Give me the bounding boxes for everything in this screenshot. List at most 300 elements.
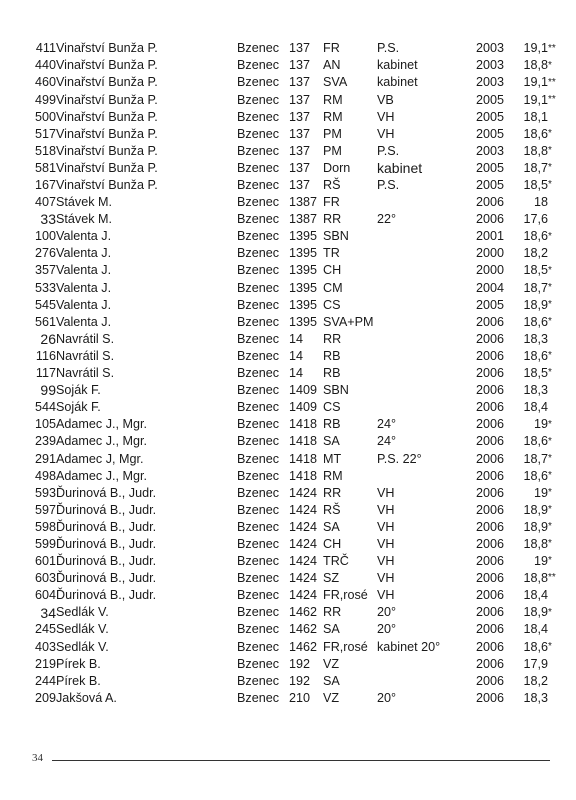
town: Bzenec — [237, 246, 280, 261]
variety-code: SBN — [323, 383, 349, 398]
sample-number: 403 — [34, 639, 56, 654]
town: Bzenec — [237, 622, 280, 637]
vintage-year: 2006 — [475, 212, 504, 227]
town: Bzenec — [237, 58, 280, 73]
score: 18,6 — [523, 348, 548, 363]
sample-number: 407 — [34, 195, 56, 210]
sample-number: 116 — [35, 348, 56, 363]
variety-code: SBN — [323, 229, 349, 244]
note — [377, 655, 451, 672]
sample-number: 34 — [40, 604, 56, 621]
note — [377, 262, 451, 279]
town: Bzenec — [237, 690, 280, 705]
vintage-year: 2006 — [475, 195, 504, 210]
table-row — [24, 655, 564, 672]
vineyard-code: 1462 — [289, 605, 318, 620]
table-row — [24, 536, 564, 553]
variety-code: SA — [323, 622, 340, 637]
vintage-year: 2006 — [475, 314, 504, 329]
sample-number: 167 — [34, 178, 56, 192]
table-row — [24, 245, 564, 262]
variety-code: RB — [323, 417, 341, 432]
table-row — [24, 690, 564, 707]
sample-number: 219 — [34, 656, 56, 671]
score: 18,2 — [523, 673, 548, 688]
score: 18,7 — [523, 280, 548, 295]
vineyard-code: 14 — [289, 348, 304, 363]
sample-number: 518 — [34, 143, 56, 158]
note — [377, 382, 451, 399]
vintage-year: 2005 — [475, 92, 504, 107]
producer-name: Sedlák V. — [56, 622, 109, 637]
rating-stars — [548, 655, 564, 672]
vintage-year: 2006 — [475, 519, 504, 534]
score: 18,4 — [523, 588, 548, 603]
vineyard-code: 1395 — [289, 229, 318, 244]
sample-number: 545 — [34, 297, 56, 312]
sample-number: 26 — [40, 331, 56, 348]
vineyard-code: 1395 — [289, 263, 318, 278]
score: 18,3 — [523, 383, 548, 398]
variety-code: MT — [323, 451, 342, 466]
vineyard-code: 137 — [289, 75, 311, 90]
table-row — [24, 484, 564, 501]
producer-name: Vinařství Bunža P. — [56, 58, 158, 73]
vintage-year: 2005 — [475, 109, 504, 124]
note: VH — [377, 519, 395, 534]
producer-name: Adamec J., Mgr. — [56, 468, 147, 483]
note — [377, 245, 451, 262]
vineyard-code: 192 — [289, 673, 311, 688]
table-row — [24, 177, 564, 194]
score: 17,6 — [523, 212, 548, 227]
rating-stars: * — [548, 316, 552, 328]
producer-name: Ďurinová B., Judr. — [56, 502, 157, 517]
table-row — [24, 331, 564, 348]
vineyard-code: 1387 — [289, 195, 318, 210]
sample-number: 357 — [34, 263, 56, 278]
table-row — [24, 125, 564, 142]
note: VH — [377, 502, 395, 517]
rating-stars: * — [548, 298, 552, 310]
rating-stars — [548, 587, 564, 604]
note: kabinet — [377, 75, 418, 90]
town: Bzenec — [237, 485, 280, 500]
table-row — [24, 519, 564, 536]
producer-name: Vinařství Bunža P. — [56, 126, 158, 141]
sample-number: 117 — [35, 366, 56, 381]
variety-code: Dorn — [323, 160, 351, 175]
sample-number: 500 — [34, 109, 56, 124]
vineyard-code: 1424 — [289, 588, 318, 603]
town: Bzenec — [237, 673, 280, 688]
note: kabinet — [377, 58, 418, 73]
town: Bzenec — [237, 536, 280, 551]
variety-code: RŠ — [323, 502, 341, 517]
variety-code: PM — [323, 143, 342, 158]
rating-stars: * — [548, 435, 552, 447]
note: VB — [377, 92, 394, 107]
note — [377, 399, 451, 416]
note: VH — [377, 109, 395, 124]
table-row — [24, 296, 564, 313]
producer-name: Jakšová A. — [56, 690, 117, 705]
rating-stars: * — [548, 128, 552, 140]
producer-name: Valenta J. — [56, 229, 112, 244]
table-row — [24, 348, 564, 365]
variety-code: AN — [323, 58, 341, 73]
town: Bzenec — [237, 434, 280, 449]
variety-code: VZ — [323, 656, 340, 671]
variety-code: RB — [323, 366, 341, 381]
vineyard-code: 210 — [289, 690, 311, 705]
producer-name: Vinařství Bunža P. — [56, 143, 158, 158]
table-row — [24, 228, 564, 245]
sample-number: 209 — [34, 690, 56, 705]
note — [377, 314, 451, 331]
producer-name: Ďurinová B., Judr. — [56, 588, 157, 603]
variety-code: SA — [323, 519, 340, 534]
wine-results-table — [24, 40, 564, 707]
sample-number: 498 — [34, 468, 56, 483]
vineyard-code: 1418 — [289, 417, 318, 432]
town: Bzenec — [237, 92, 280, 107]
sample-number: 597 — [34, 502, 56, 517]
variety-code: RR — [323, 331, 342, 346]
vintage-year: 2006 — [475, 690, 504, 705]
variety-code: FR,rosé — [323, 639, 368, 654]
vintage-year: 2005 — [475, 160, 504, 175]
variety-code: RM — [323, 92, 343, 107]
sample-number: 440 — [34, 58, 56, 73]
sample-number: 593 — [34, 485, 56, 500]
rating-stars: ** — [548, 76, 556, 88]
vintage-year: 2006 — [475, 434, 504, 449]
town: Bzenec — [237, 75, 280, 90]
vineyard-code: 1424 — [289, 536, 318, 551]
town: Bzenec — [237, 605, 280, 620]
score: 18,8 — [523, 143, 548, 158]
producer-name: Vinařství Bunža P. — [56, 41, 158, 56]
note: VH — [377, 126, 395, 141]
town: Bzenec — [237, 451, 280, 466]
town: Bzenec — [237, 212, 280, 227]
sample-number: 601 — [34, 554, 56, 569]
note: 24° — [377, 434, 397, 449]
table-row — [24, 262, 564, 279]
sample-number: 100 — [34, 229, 56, 244]
rating-stars: * — [548, 367, 552, 379]
rating-stars — [548, 621, 564, 638]
producer-name: Sedlák V. — [56, 605, 109, 620]
table-row — [24, 621, 564, 638]
town: Bzenec — [237, 280, 280, 295]
note: 20° — [377, 690, 397, 705]
note: 20° — [377, 605, 397, 620]
score: 18,6 — [523, 126, 548, 141]
table-row — [24, 211, 564, 228]
sample-number: 99 — [40, 382, 56, 399]
producer-name: Pírek B. — [56, 673, 101, 688]
vintage-year: 2006 — [475, 536, 504, 551]
score: 18,4 — [523, 400, 548, 415]
vintage-year: 2006 — [475, 588, 504, 603]
sample-number: 411 — [35, 41, 56, 56]
vintage-year: 2006 — [475, 348, 504, 363]
table-row — [24, 91, 564, 108]
rating-stars: * — [548, 469, 552, 481]
town: Bzenec — [237, 571, 280, 586]
vintage-year: 2006 — [475, 331, 504, 346]
note — [377, 365, 451, 382]
rating-stars: * — [548, 521, 552, 533]
rating-stars: * — [548, 452, 552, 464]
score: 19 — [533, 417, 548, 432]
vineyard-code: 137 — [289, 178, 311, 192]
rating-stars: ** — [548, 93, 556, 105]
sample-number: 276 — [34, 246, 56, 261]
score: 18,9 — [523, 519, 548, 534]
vintage-year: 2000 — [475, 246, 504, 261]
table-row — [24, 314, 564, 331]
note: 24° — [377, 417, 397, 432]
variety-code: TR — [323, 246, 340, 261]
note: 22° — [377, 212, 397, 227]
variety-code: CS — [323, 297, 341, 312]
vintage-year: 2006 — [475, 605, 504, 620]
vineyard-code: 14 — [289, 331, 304, 346]
vineyard-code: 1418 — [289, 468, 318, 483]
vintage-year: 2000 — [475, 263, 504, 278]
score: 18,3 — [523, 331, 548, 346]
town: Bzenec — [237, 417, 280, 432]
producer-name: Ďurinová B., Judr. — [56, 554, 157, 569]
town: Bzenec — [237, 109, 280, 124]
vintage-year: 2006 — [475, 366, 504, 381]
producer-name: Stávek M. — [56, 195, 112, 210]
vineyard-code: 1462 — [289, 639, 318, 654]
note — [377, 279, 451, 296]
town: Bzenec — [237, 639, 280, 654]
score: 18,2 — [523, 246, 548, 261]
producer-name: Vinařství Bunža P. — [56, 160, 158, 175]
rating-stars — [548, 382, 564, 399]
score: 18,6 — [523, 314, 548, 329]
note — [377, 296, 451, 313]
town: Bzenec — [237, 348, 280, 363]
producer-name: Vinařství Bunža P. — [56, 75, 158, 90]
vintage-year: 2006 — [475, 417, 504, 432]
town: Bzenec — [237, 160, 280, 175]
vintage-year: 2003 — [475, 75, 504, 90]
rating-stars — [548, 211, 564, 228]
town: Bzenec — [237, 656, 280, 671]
table-row — [24, 160, 564, 177]
producer-name: Navrátil S. — [56, 331, 115, 346]
score: 19 — [533, 554, 548, 569]
vintage-year: 2006 — [475, 400, 504, 415]
vintage-year: 2006 — [475, 468, 504, 483]
town: Bzenec — [237, 519, 280, 534]
variety-code: RM — [323, 468, 343, 483]
town: Bzenec — [237, 588, 280, 603]
variety-code: CS — [323, 400, 341, 415]
producer-name: Ďurinová B., Judr. — [56, 485, 157, 500]
table-row — [24, 57, 564, 74]
score: 18,4 — [523, 622, 548, 637]
note: VH — [377, 571, 395, 586]
producer-name: Vinařství Bunža P. — [56, 178, 158, 192]
rating-stars — [548, 245, 564, 262]
table-row — [24, 365, 564, 382]
table-row — [24, 194, 564, 211]
town: Bzenec — [237, 229, 280, 244]
producer-name: Ďurinová B., Judr. — [56, 536, 157, 551]
score: 18,9 — [523, 605, 548, 620]
score: 18,6 — [523, 639, 548, 654]
vineyard-code: 1424 — [289, 485, 318, 500]
vineyard-code: 137 — [289, 92, 311, 107]
note: VH — [377, 485, 395, 500]
vineyard-code: 137 — [289, 58, 311, 73]
town: Bzenec — [237, 126, 280, 141]
vintage-year: 2006 — [475, 554, 504, 569]
note: VH — [377, 536, 395, 551]
rating-stars: * — [548, 555, 552, 567]
score: 18,5 — [523, 366, 548, 381]
rating-stars — [548, 399, 564, 416]
sample-number: 244 — [34, 673, 56, 688]
producer-name: Soják F. — [56, 383, 101, 398]
note: kabinet 20° — [377, 639, 441, 654]
table-row — [24, 467, 564, 484]
note: P.S. 22° — [377, 451, 422, 466]
score: 19,1 — [523, 75, 548, 90]
table-row — [24, 570, 564, 587]
vineyard-code: 1418 — [289, 451, 318, 466]
rating-stars — [548, 108, 564, 125]
sample-number: 291 — [34, 451, 56, 466]
town: Bzenec — [237, 143, 280, 158]
note — [377, 348, 451, 365]
variety-code: RR — [323, 212, 342, 227]
vintage-year: 2004 — [475, 280, 504, 295]
vineyard-code: 14 — [289, 366, 304, 381]
producer-name: Valenta J. — [56, 263, 112, 278]
variety-code: SVA — [323, 75, 348, 90]
vintage-year: 2006 — [475, 383, 504, 398]
score: 19,1 — [523, 41, 548, 56]
town: Bzenec — [237, 502, 280, 517]
note: 20° — [377, 622, 397, 637]
score: 17,9 — [523, 656, 548, 671]
town: Bzenec — [237, 314, 280, 329]
producer-name: Navrátil S. — [56, 366, 115, 381]
town: Bzenec — [237, 178, 280, 192]
variety-code: CH — [323, 263, 342, 278]
rating-stars: * — [548, 264, 552, 276]
sample-number: 561 — [34, 314, 56, 329]
rating-stars — [548, 194, 564, 211]
variety-code: SA — [323, 434, 340, 449]
vintage-year: 2001 — [475, 229, 504, 244]
sample-number: 499 — [34, 92, 56, 107]
variety-code: CH — [323, 536, 342, 551]
producer-name: Ďurinová B., Judr. — [56, 571, 157, 586]
note: P.S. — [377, 41, 400, 56]
score: 18,6 — [523, 434, 548, 449]
variety-code: SA — [323, 673, 340, 688]
rating-stars — [548, 672, 564, 689]
vineyard-code: 1395 — [289, 314, 318, 329]
vintage-year: 2006 — [475, 571, 504, 586]
variety-code: VZ — [323, 690, 340, 705]
variety-code: RR — [323, 605, 342, 620]
table-row — [24, 143, 564, 160]
vintage-year: 2006 — [475, 673, 504, 688]
rating-stars: * — [548, 418, 552, 430]
sample-number: 544 — [34, 400, 56, 415]
score: 18,5 — [523, 263, 548, 278]
rating-stars: * — [548, 281, 552, 293]
variety-code: FR — [323, 195, 340, 210]
score: 18,6 — [523, 229, 548, 244]
vineyard-code: 137 — [289, 160, 311, 175]
table-row — [24, 40, 564, 57]
score: 18,9 — [523, 502, 548, 517]
variety-code: CM — [323, 280, 343, 295]
sample-number: 599 — [34, 536, 56, 551]
producer-name: Adamec J, Mgr. — [56, 451, 144, 466]
vineyard-code: 137 — [289, 143, 311, 158]
table-row — [24, 382, 564, 399]
town: Bzenec — [237, 366, 280, 381]
vineyard-code: 137 — [289, 126, 311, 141]
town: Bzenec — [237, 383, 280, 398]
rating-stars: * — [548, 350, 552, 362]
score: 18,7 — [523, 160, 548, 175]
variety-code: RM — [323, 109, 343, 124]
variety-code: RR — [323, 485, 342, 500]
town: Bzenec — [237, 331, 280, 346]
vintage-year: 2003 — [475, 41, 504, 56]
rating-stars: * — [548, 640, 552, 652]
town: Bzenec — [237, 195, 280, 210]
rating-stars — [548, 331, 564, 348]
rating-stars: * — [548, 504, 552, 516]
score: 18,5 — [523, 178, 548, 192]
vintage-year: 2006 — [475, 639, 504, 654]
producer-name: Soják F. — [56, 400, 101, 415]
producer-name: Stávek M. — [56, 212, 112, 227]
vintage-year: 2006 — [475, 656, 504, 671]
note: VH — [377, 554, 395, 569]
vineyard-code: 1395 — [289, 297, 318, 312]
table-row — [24, 587, 564, 604]
vintage-year: 2003 — [475, 58, 504, 73]
producer-name: Vinařství Bunža P. — [56, 92, 158, 107]
producer-name: Ďurinová B., Judr. — [56, 519, 157, 534]
rating-stars — [548, 690, 564, 707]
table-row — [24, 416, 564, 433]
note — [377, 228, 451, 245]
score: 18,8 — [523, 536, 548, 551]
footer-rule — [52, 760, 550, 761]
rating-stars: * — [548, 230, 552, 242]
sample-number: 239 — [34, 434, 56, 449]
vineyard-code: 1409 — [289, 383, 318, 398]
vineyard-code: 1424 — [289, 571, 318, 586]
